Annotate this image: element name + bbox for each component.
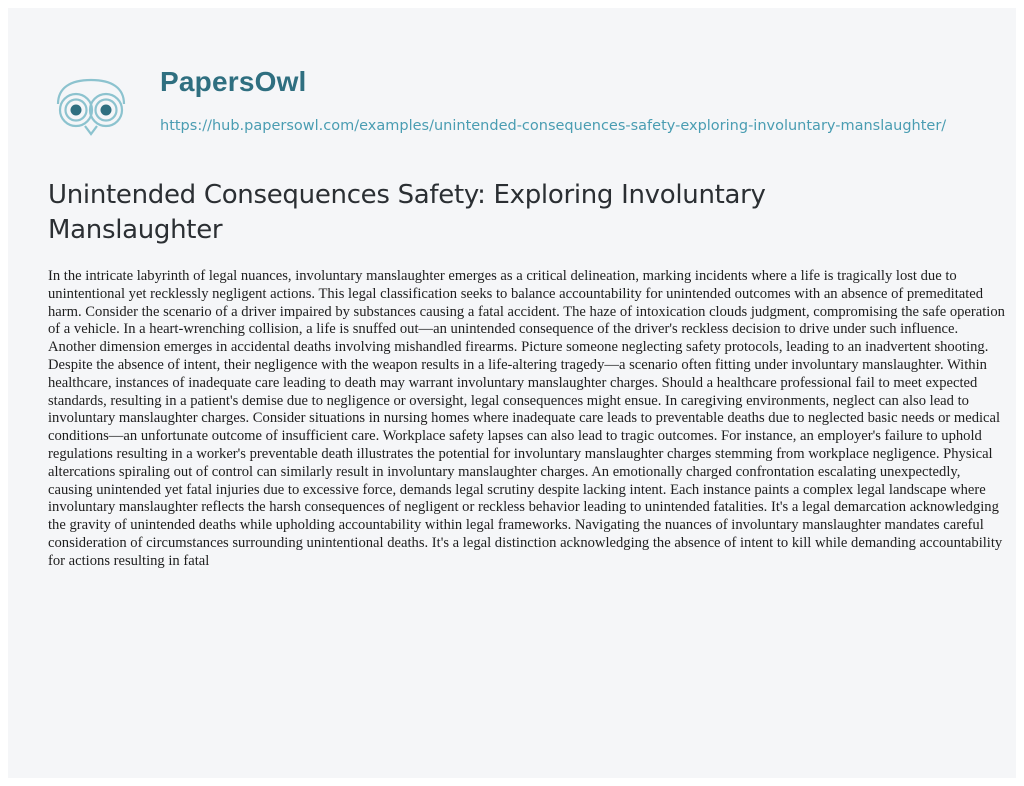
article-body: In the intricate labyrinth of legal nuances, involuntary manslaughter emerges as a critical delineation, marking incidents where a life is tragically lost due to unintentional yet recklessly negligent actions. This legal classification seeks to balance accountability for unintended outcomes with an absence of premeditated harm. Consider the scenario of a driver impaired by substances causing a fatal accident. The haze of intoxication clouds judgment, compromising the safe operation of a vehicle. In a heart-wrenching collision, a life is snuffed out—an unintended consequence of the driver's reckless decision to drive under such influence. Another dimension emerges in accidental deaths involving mishandled firearms. Picture someone neglecting safety protocols, leading to an inadvertent shooting. Despite the absence of intent, their negligence with the weapon results in a life-altering tragedy—a scenario often fitting under involuntary manslaughter. Within healthcare, instances of inadequate care leading to death may warrant involuntary manslaughter charges. Should a healthcare professional fail to meet expected standards, resulting in a patient's demise due to negligence or oversight, legal consequences might ensue. In caregiving environments, neglect can also lead to involuntary manslaughter charges. Consider situations in nursing homes where inadequate care leads to preventable deaths due to neglected basic needs or medical conditions—an unfortunate outcome of insufficient care. Workplace safety lapses can also lead to tragic outcomes. For instance, an employer's failure to uphold regulations resulting in a worker's preventable death illustrates the potential for involuntary manslaughter charges stemming from workplace negligence. Physical altercations spiraling out of control can similarly result in involuntary manslaughter charges. An emotionally charged confrontation escalating unexpectedly, causing unintended yet fatal injuries due to excessive force, demands legal scrutiny despite lacking intent. Each instance paints a complex legal landscape where involuntary manslaughter reflects the harsh consequences of negligent or reckless behavior leading to unintended fatalities. It's a legal demarcation acknowledging the gravity of unintended deaths while upholding accountability within legal frameworks. Navigating the nuances of involuntary manslaughter mandates careful consideration of circumstances surrounding unintentional deaths. It's a legal distinction acknowledging the absence of intent to kill while demanding accountability for actions resulting in fatal — [48, 268, 1005, 569]
page-title: Unintended Consequences Safety: Exploring Involuntary Manslaughter — [48, 180, 766, 245]
document-page — [8, 8, 1016, 778]
header — [52, 62, 972, 162]
owl-logo-icon — [52, 74, 130, 138]
brand-name: PapersOwl — [160, 66, 307, 97]
source-url-link[interactable]: https://hub.papersowl.com/examples/unintended-consequences-safety-exploring-involuntary-manslaughter/ — [160, 118, 947, 134]
